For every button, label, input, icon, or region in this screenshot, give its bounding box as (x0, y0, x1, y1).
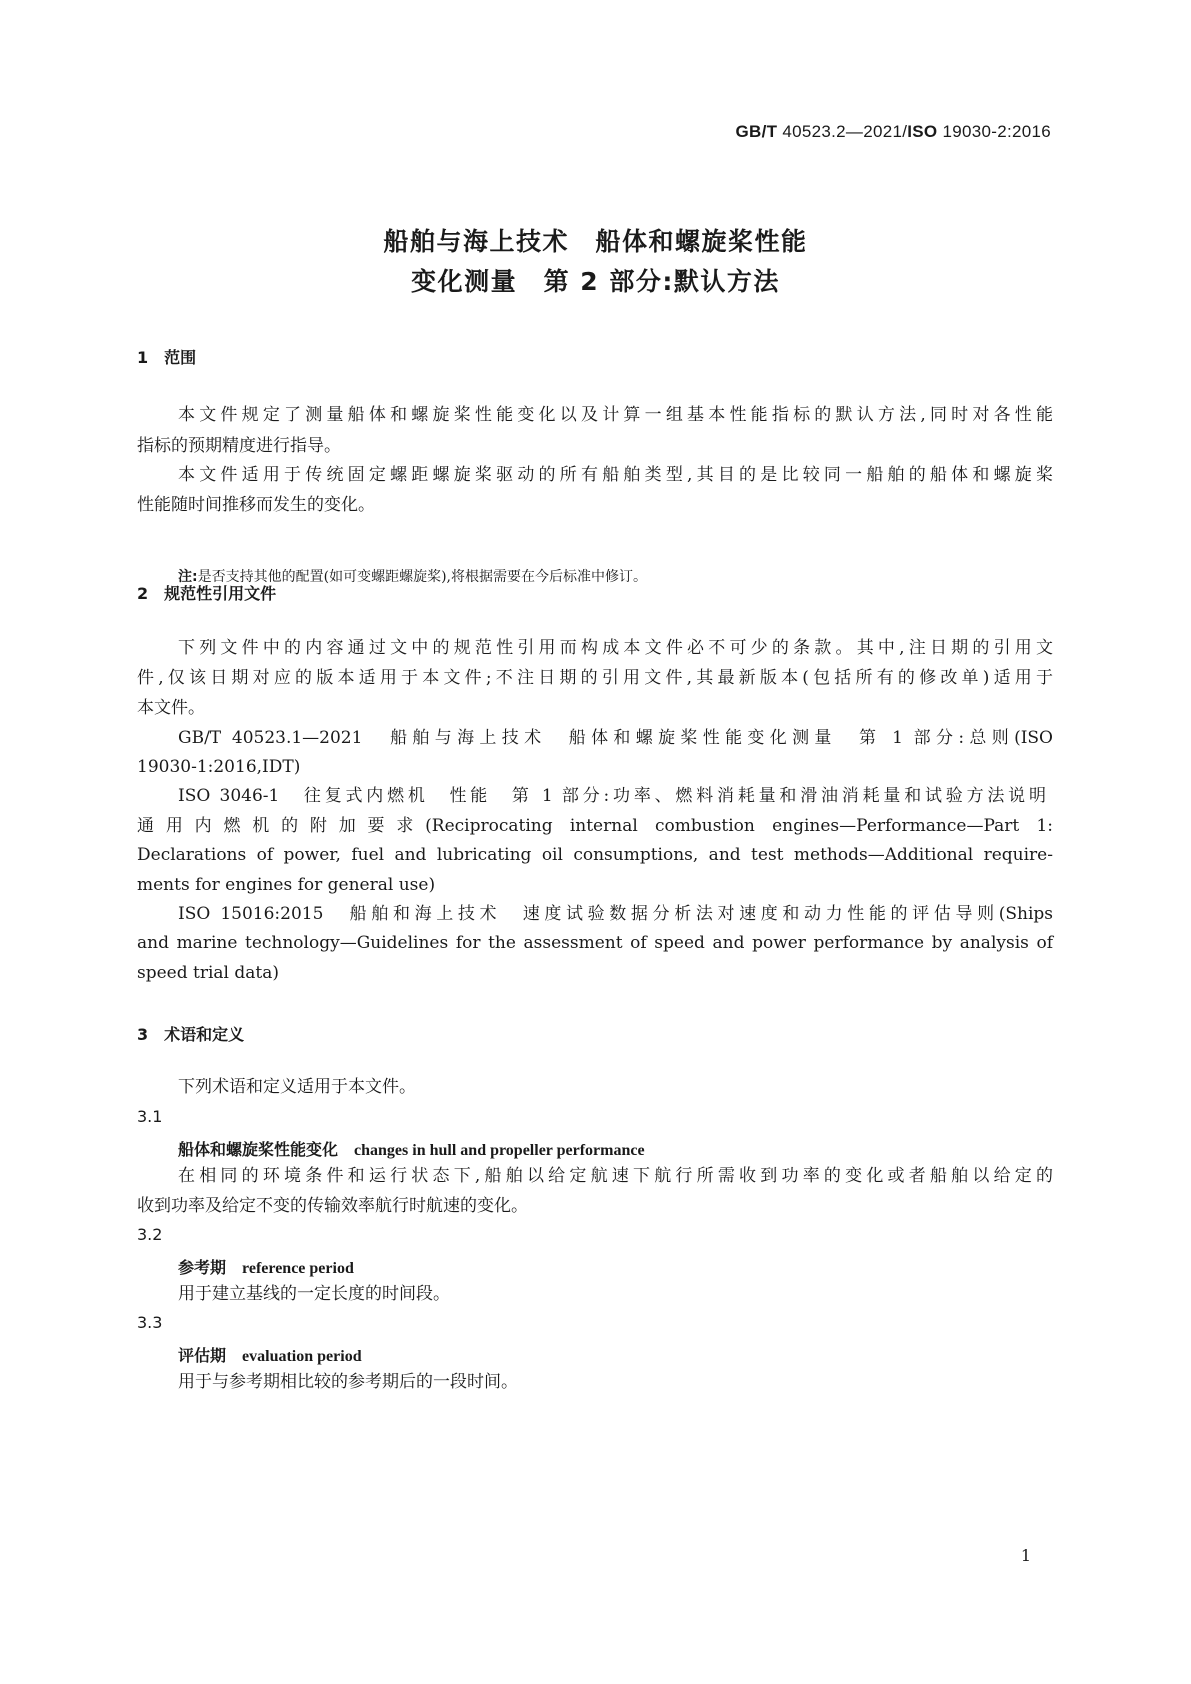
ref2-line3: Declarations of power, fuel and lubricating oil consumptions, and test methods—Additional require- (137, 845, 1053, 865)
s2-p1-line3: 本文件。 (137, 698, 205, 718)
ref2-line2: 通用内燃机的附加要求(Reciprocating internal combustion engines—Performance—Part 1: (137, 816, 1053, 836)
std-iso-number: 19030-2:2016 (942, 122, 1051, 141)
s2-p1-line1: 下列文件中的内容通过文中的规范性引用而构成本文件必不可少的条款。其中,注日期的引用文 (178, 638, 1053, 658)
page-number: 1 (1020, 1546, 1031, 1565)
s1-p2-line1: 本文件适用于传统固定螺距螺旋桨驱动的所有船舶类型,其目的是比较同一船舶的船体和螺旋桨 (178, 465, 1053, 485)
term-1-title (178, 1137, 645, 1160)
term-3-number: 3.3 (137, 1313, 163, 1332)
term-2-number: 3.2 (137, 1225, 163, 1244)
term-1-en: changes in hull and propeller performance (354, 1142, 645, 1159)
term-1-zh: 船体和螺旋桨性能变化 (178, 1140, 339, 1159)
ref3-line3: speed trial data) (137, 963, 280, 983)
term-2-title (178, 1255, 354, 1278)
ref2-line4: ments for engines for general use) (137, 875, 436, 895)
std-gb-label: GB/T (735, 122, 778, 141)
document-title (0, 222, 1191, 302)
std-gb-number: 40523.2—2021/ (782, 122, 908, 141)
s2-p1-line2: 件,仅该日期对应的版本适用于本文件;不注日期的引用文件,其最新版本(包括所有的修改单)适用于 (137, 668, 1053, 688)
s1-p1-line2: 指标的预期精度进行指导。 (137, 436, 341, 456)
ref2-line1: ISO 3046-1 往复式内燃机 性能 第 1 部分:功率、燃料消耗量和滑油消耗量和试验方法说明 (178, 786, 1046, 806)
term-1-number: 3.1 (137, 1107, 163, 1126)
title-line-1: 船舶与海上技术 船体和螺旋桨性能 (383, 227, 808, 256)
term-1-def-line1: 在相同的环境条件和运行状态下,船舶以给定航速下航行所需收到功率的变化或者船舶以给定的 (178, 1166, 1053, 1186)
s3-intro: 下列术语和定义适用于本文件。 (178, 1077, 416, 1097)
standard-number (736, 122, 1052, 142)
ref3-line1: ISO 15016:2015 船舶和海上技术 速度试验数据分析法对速度和动力性能的评估导则(Ships (178, 904, 1053, 924)
term-2-zh: 参考期 (178, 1258, 227, 1277)
ref1-line2: 19030-1:2016,IDT) (137, 757, 301, 777)
note-text: 是否支持其他的配置(如可变螺距螺旋桨),将根据需要在今后标准中修订。 (197, 569, 647, 585)
ref3-line2: and marine technology—Guidelines for the assessment of speed and power performance by analysis of (137, 933, 1053, 953)
ref1-line1: GB/T 40523.1—2021 船舶与海上技术 船体和螺旋桨性能变化测量 第 1 部分:总则(ISO (178, 728, 1053, 748)
term-3-def: 用于与参考期相比较的参考期后的一段时间。 (178, 1372, 518, 1392)
s1-p2-line2: 性能随时间推移而发生的变化。 (137, 495, 375, 515)
term-2-en: reference period (242, 1260, 354, 1277)
term-2-def: 用于建立基线的一定长度的时间段。 (178, 1284, 450, 1304)
section-2-heading: 2 规范性引用文件 (137, 584, 277, 603)
std-iso-label: ISO (907, 122, 938, 141)
note-label: 注: (178, 569, 198, 585)
term-1-def-line2: 收到功率及给定不变的传输效率航行时航速的变化。 (137, 1196, 528, 1216)
term-3-en: evaluation period (242, 1348, 362, 1365)
section-1-heading: 1 范围 (137, 348, 197, 367)
s1-p1-line1: 本文件规定了测量船体和螺旋桨性能变化以及计算一组基本性能指标的默认方法,同时对各性能 (178, 405, 1053, 425)
title-line-2: 变化测量 第 2 部分:默认方法 (411, 267, 780, 296)
term-3-zh: 评估期 (178, 1346, 227, 1365)
term-3-title (178, 1343, 362, 1366)
section-3-heading: 3 术语和定义 (137, 1025, 245, 1044)
